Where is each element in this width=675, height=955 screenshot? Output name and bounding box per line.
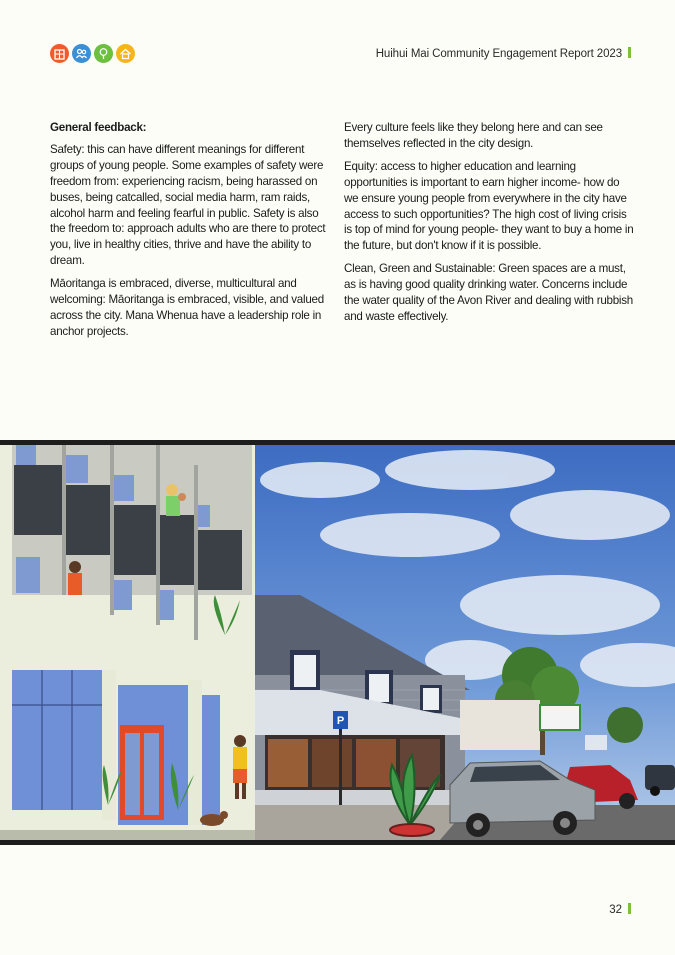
building-icon: [50, 44, 69, 63]
report-title: Huihui Mai Community Engagement Report 2023: [376, 47, 631, 60]
paragraph-sustainable: Clean, Green and Sustainable: Green spaces are a must, as is having good quality drinking water. Concerns include the water quality of the Avon River and dealing with rubbish and waste effectively.: [344, 262, 633, 323]
house-icon: [116, 44, 135, 63]
person-balcony: [68, 561, 82, 595]
accent-bar: [628, 47, 631, 58]
people-icon: [72, 44, 91, 63]
parking-sign-letter: P: [336, 715, 345, 727]
apartment-building: [0, 445, 255, 840]
paragraph-culture: Every culture feels like they belong here and can see themselves reflected in the city design.: [344, 121, 603, 150]
paragraph-maoritanga: Māoritanga is embraced, diverse, multicultural and welcoming: Māoritanga is embraced, visible, and valued across the city. Mana Whenua have a leadership role in anchor projects.: [50, 277, 324, 338]
footpath: [255, 805, 470, 840]
section-heading: General feedback:: [50, 121, 147, 134]
logo: [50, 44, 135, 63]
accent-bar: [628, 903, 631, 914]
street-illustration: [0, 440, 675, 845]
page-number: 32: [609, 903, 631, 916]
left-column: [50, 120, 330, 347]
tree-icon: [94, 44, 113, 63]
right-column: [344, 120, 634, 332]
paragraph-safety: Safety: this can have different meanings for different groups of young people. Some examples of safety were freedom from: experiencing racism, being harassed on buses, being catcalled, social media harm, ram raids, alcohol harm and feeling fearful in public. Safety is also the freedom to: approach adults who are there to protect you, live in healthy cities, thrive and have the ability to dream.: [50, 142, 326, 268]
paragraph-equity: Equity: access to higher education and learning opportunities is important to earn higher income- how do we ensure young people from everywhere in the city have access to such opportunities? The high cost of living crisis is top of mind for young people- they want to buy a home in the future, but don't know if it is possible.: [344, 159, 634, 253]
